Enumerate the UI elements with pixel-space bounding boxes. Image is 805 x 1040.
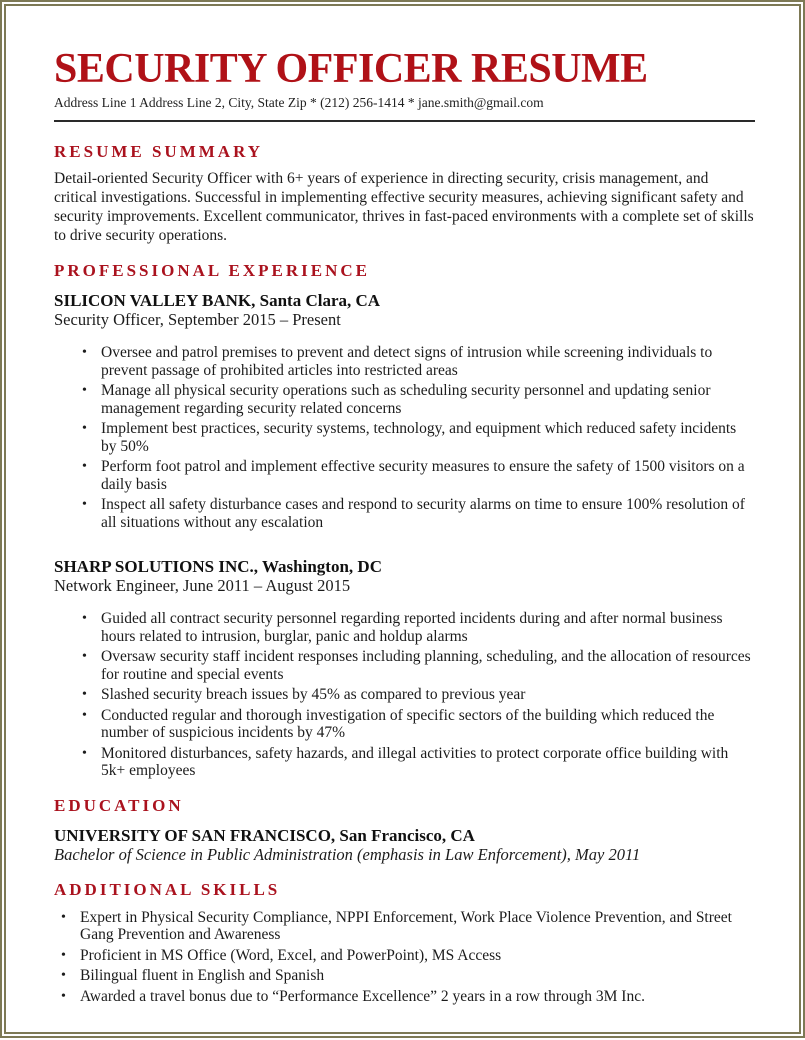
job-bullet: • Slashed security breach issues by 45% as compared to previous year bbox=[101, 686, 755, 704]
section-heading-experience: PROFESSIONAL EXPERIENCE bbox=[54, 261, 371, 281]
job-bullet: • Oversaw security staff incident responses including planning, scheduling, and the allocation of resources for routine and special events bbox=[101, 648, 755, 683]
skill-bullet: • Expert in Physical Security Compliance, NPPI Enforcement, Work Place Violence Prevention, and Street Gang Prevention and Awareness bbox=[80, 909, 755, 944]
job-bullet-list bbox=[54, 610, 755, 780]
job-role: Network Engineer, June 2011 – August 2015 bbox=[54, 576, 351, 596]
page-title: SECURITY OFFICER RESUME bbox=[54, 46, 648, 92]
skills-bullet-list bbox=[54, 909, 755, 1006]
job-bullet: • Oversee and patrol premises to prevent and detect signs of intrusion while screening individuals to prevent passage of prohibited articles into restricted areas bbox=[101, 344, 755, 379]
resume-document bbox=[4, 4, 801, 1034]
education-degree: Bachelor of Science in Public Administration (emphasis in Law Enforcement), May 2011 bbox=[54, 844, 641, 864]
skill-bullet: • Proficient in MS Office (Word, Excel, and PowerPoint), MS Access bbox=[80, 947, 755, 965]
skill-bullet: • Bilingual fluent in English and Spanish bbox=[80, 967, 755, 985]
section-heading-skills: ADDITIONAL SKILLS bbox=[54, 879, 281, 899]
section-heading-education: EDUCATION bbox=[54, 795, 184, 815]
education-school: UNIVERSITY OF SAN FRANCISCO, San Francisco, CA bbox=[54, 825, 475, 845]
job-bullet: • Monitored disturbances, safety hazards, and illegal activities to protect corporate office building with 5k+ employees bbox=[101, 745, 755, 780]
job-bullet: • Guided all contract security personnel regarding reported incidents during and after normal business hours related to intrusion, burglar, panic and holdup alarms bbox=[101, 610, 755, 645]
contact-line: Address Line 1 Address Line 2, City, State Zip * (212) 256-1414 * jane.smith@gmail.com bbox=[54, 95, 544, 110]
job-company: SHARP SOLUTIONS INC., Washington, DC bbox=[54, 557, 382, 577]
job-bullet: • Conducted regular and thorough investigation of specific sectors of the building which reduced the number of suspicious incidents by 47% bbox=[101, 707, 755, 742]
header-divider bbox=[54, 120, 755, 122]
summary-text: Detail-oriented Security Officer with 6+ years of experience in directing security, crisis management, and critical investigations. Successful in implementing effective security measures, achieving significant safety and security improvements. Excellent communicator, thrives in fast-paced environments with a complete set of skills to drive security operations. bbox=[54, 170, 754, 245]
job-role: Security Officer, September 2015 – Present bbox=[54, 310, 341, 330]
job-bullet: • Manage all physical security operations such as scheduling security personnel and updating senior management regarding security related concerns bbox=[101, 382, 755, 417]
job-bullet: • Perform foot patrol and implement effective security measures to ensure the safety of 1500 visitors on a daily basis bbox=[101, 458, 755, 493]
job-bullet: • Inspect all safety disturbance cases and respond to security alarms on time to ensure 100% resolution of all situations without any escalation bbox=[101, 496, 755, 531]
skill-bullet: • Awarded a travel bonus due to “Performance Excellence” 2 years in a row through 3M Inc. bbox=[80, 988, 755, 1006]
job-bullet-list bbox=[54, 344, 755, 531]
job-bullet: • Implement best practices, security systems, technology, and equipment which reduced safety incidents by 50% bbox=[101, 420, 755, 455]
job-company: SILICON VALLEY BANK, Santa Clara, CA bbox=[54, 291, 381, 311]
section-heading-summary: RESUME SUMMARY bbox=[54, 142, 264, 162]
